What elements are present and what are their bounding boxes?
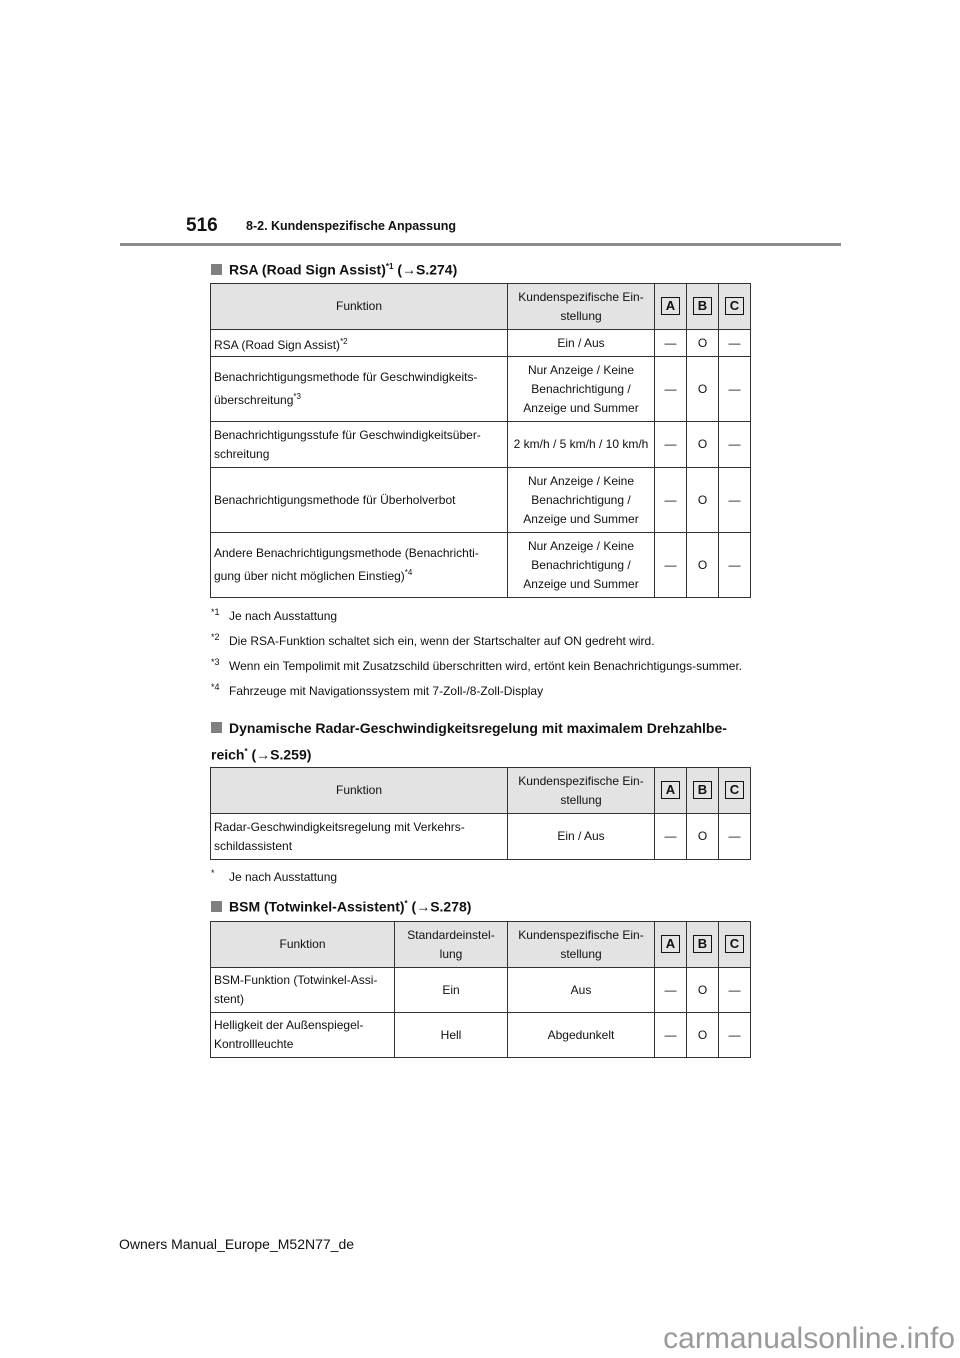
mode-c-icon: C bbox=[725, 297, 744, 315]
mode-b-cell: O bbox=[687, 533, 719, 598]
table-row bbox=[211, 330, 751, 357]
mode-b-cell: O bbox=[687, 814, 719, 860]
mode-a-cell: — bbox=[655, 814, 687, 860]
mode-b-icon: B bbox=[693, 781, 712, 799]
mode-a-cell: — bbox=[655, 1013, 687, 1058]
column-header bbox=[655, 768, 687, 814]
footnote-ref: *4 bbox=[404, 568, 413, 577]
mode-b-cell: O bbox=[687, 968, 719, 1013]
footnote bbox=[211, 652, 759, 677]
square-bullet-icon bbox=[211, 264, 222, 275]
footnote-key: *1 bbox=[211, 607, 220, 617]
mode-c-cell: — bbox=[719, 968, 751, 1013]
mode-b-cell: O bbox=[687, 468, 719, 533]
column-header: Kundenspezifische Ein-stellung bbox=[508, 284, 655, 330]
default-cell: Hell bbox=[395, 1013, 508, 1058]
footnote-ref: *2 bbox=[340, 336, 348, 346]
column-header bbox=[719, 922, 751, 968]
setting-cell: Aus bbox=[508, 968, 655, 1013]
table-row bbox=[211, 468, 751, 533]
square-bullet-icon bbox=[211, 901, 222, 912]
mode-b-cell: O bbox=[687, 422, 719, 468]
section-heading-rsa: RSA (Road Sign Assist)$^{*1}$ (→S.274) bbox=[211, 255, 457, 282]
rsa-footnotes bbox=[0, 602, 960, 702]
footnote-key: *4 bbox=[211, 682, 220, 692]
column-header bbox=[719, 284, 751, 330]
mode-b-cell: O bbox=[687, 1013, 719, 1058]
table-row bbox=[211, 357, 751, 422]
function-text: Benachrichtigungsmethode für Geschwindigkeits-überschreitung bbox=[214, 370, 478, 407]
footnote bbox=[211, 627, 759, 652]
column-header: Kundenspezifische Ein-stellung bbox=[508, 768, 655, 814]
mode-c-cell: — bbox=[719, 814, 751, 860]
footnote-text: Wenn ein Tempolimit mit Zusatzschild überschritten wird, ertönt kein Benachrichtigungs-summer. bbox=[229, 659, 743, 673]
mode-a-icon: A bbox=[661, 935, 680, 953]
table-row bbox=[211, 533, 751, 598]
mode-b-icon: B bbox=[693, 297, 712, 315]
square-bullet-icon bbox=[211, 722, 222, 733]
default-cell: Ein bbox=[395, 968, 508, 1013]
setting-cell: Abgedunkelt bbox=[508, 1013, 655, 1058]
footnote-ref: *3 bbox=[293, 392, 301, 401]
footnote-text: Je nach Ausstattung bbox=[229, 870, 338, 884]
column-header: Funktion bbox=[211, 768, 508, 814]
radar-footnotes bbox=[0, 863, 960, 888]
table-row bbox=[211, 968, 751, 1013]
function-cell bbox=[211, 330, 508, 357]
column-header bbox=[687, 922, 719, 968]
footnote bbox=[211, 602, 759, 627]
mode-a-icon: A bbox=[661, 781, 680, 799]
column-header bbox=[687, 768, 719, 814]
section-heading-radar: Dynamische Radar-Geschwindigkeitsregelung mit maximalem Drehzahlbe-reich* (→S.259) bbox=[211, 720, 727, 763]
setting-cell: 2 km/h / 5 km/h / 10 km/h bbox=[508, 422, 655, 468]
mode-a-cell: — bbox=[655, 422, 687, 468]
mode-c-cell: — bbox=[719, 468, 751, 533]
column-header bbox=[655, 284, 687, 330]
table-row bbox=[211, 422, 751, 468]
mode-a-cell: — bbox=[655, 357, 687, 422]
footnote-text: Je nach Ausstattung bbox=[229, 609, 338, 623]
function-text: RSA (Road Sign Assist) bbox=[214, 337, 341, 352]
page-number: 516 bbox=[186, 215, 218, 236]
bsm-table bbox=[210, 921, 751, 1058]
footer-text: Owners Manual_Europe_M52N77_de bbox=[119, 1236, 355, 1252]
footnote-key: * bbox=[211, 868, 215, 878]
mode-a-cell: — bbox=[655, 533, 687, 598]
rsa-table bbox=[210, 283, 751, 598]
footnote-text: Fahrzeuge mit Navigationssystem mit 7-Zoll-/8-Zoll-Display bbox=[229, 684, 544, 698]
section-heading-bsm: BSM (Totwinkel-Assistent)* (→S.278) bbox=[211, 892, 471, 919]
radar-table bbox=[210, 767, 751, 860]
mode-c-cell: — bbox=[719, 357, 751, 422]
function-cell: BSM-Funktion (Totwinkel-Assi-stent) bbox=[211, 968, 395, 1013]
table-row bbox=[211, 814, 751, 860]
function-cell: Benachrichtigungsstufe für Geschwindigkeitsüber-schreitung bbox=[211, 422, 508, 468]
mode-a-cell: — bbox=[655, 468, 687, 533]
mode-b-cell: O bbox=[687, 330, 719, 357]
header-divider bbox=[120, 243, 841, 246]
setting-cell: Nur Anzeige / Keine Benachrichtigung / Anzeige und Summer bbox=[508, 468, 655, 533]
setting-cell: Ein / Aus bbox=[508, 814, 655, 860]
setting-cell: Nur Anzeige / Keine Benachrichtigung / Anzeige und Summer bbox=[508, 357, 655, 422]
mode-c-cell: — bbox=[719, 533, 751, 598]
footnote-key: *3 bbox=[211, 657, 220, 667]
table-header-row bbox=[211, 284, 751, 330]
mode-b-icon: B bbox=[693, 935, 712, 953]
setting-cell: Ein / Aus bbox=[508, 330, 655, 357]
mode-b-cell: O bbox=[687, 357, 719, 422]
mode-c-icon: C bbox=[725, 935, 744, 953]
setting-cell: Nur Anzeige / Keine Benachrichtigung / Anzeige und Summer bbox=[508, 533, 655, 598]
footnote-key: *2 bbox=[211, 632, 220, 642]
function-cell bbox=[211, 357, 508, 422]
mode-a-cell: — bbox=[655, 968, 687, 1013]
watermark: carmanualsonline.info bbox=[663, 1322, 955, 1355]
function-cell: Radar-Geschwindigkeitsregelung mit Verkehrs-schildassistent bbox=[211, 814, 508, 860]
column-header bbox=[687, 284, 719, 330]
column-header: Kundenspezifische Ein-stellung bbox=[508, 922, 655, 968]
table-header-row bbox=[211, 922, 751, 968]
column-header bbox=[719, 768, 751, 814]
mode-c-cell: — bbox=[719, 330, 751, 357]
footnote-text: Die RSA-Funktion schaltet sich ein, wenn der Startschalter auf ON gedreht wird. bbox=[229, 634, 655, 648]
mode-a-icon: A bbox=[661, 297, 680, 315]
column-header: Funktion bbox=[211, 922, 395, 968]
mode-c-cell: — bbox=[719, 1013, 751, 1058]
column-header: Standardeinstel-lung bbox=[395, 922, 508, 968]
footnote bbox=[211, 863, 759, 888]
mode-a-cell: — bbox=[655, 330, 687, 357]
function-cell: Benachrichtigungsmethode für Überholverbot bbox=[211, 468, 508, 533]
mode-c-cell: — bbox=[719, 422, 751, 468]
chapter-title: 8-2. Kundenspezifische Anpassung bbox=[246, 219, 456, 233]
function-text: Andere Benachrichtigungsmethode (Benachrichti-gung über nicht möglichen Einstieg) bbox=[214, 546, 479, 583]
mode-c-icon: C bbox=[725, 781, 744, 799]
column-header bbox=[655, 922, 687, 968]
footnote bbox=[211, 677, 759, 702]
function-cell: Helligkeit der Außenspiegel-Kontrollleuchte bbox=[211, 1013, 395, 1058]
table-row bbox=[211, 1013, 751, 1058]
column-header: Funktion bbox=[211, 284, 508, 330]
function-cell bbox=[211, 533, 508, 598]
table-header-row bbox=[211, 768, 751, 814]
